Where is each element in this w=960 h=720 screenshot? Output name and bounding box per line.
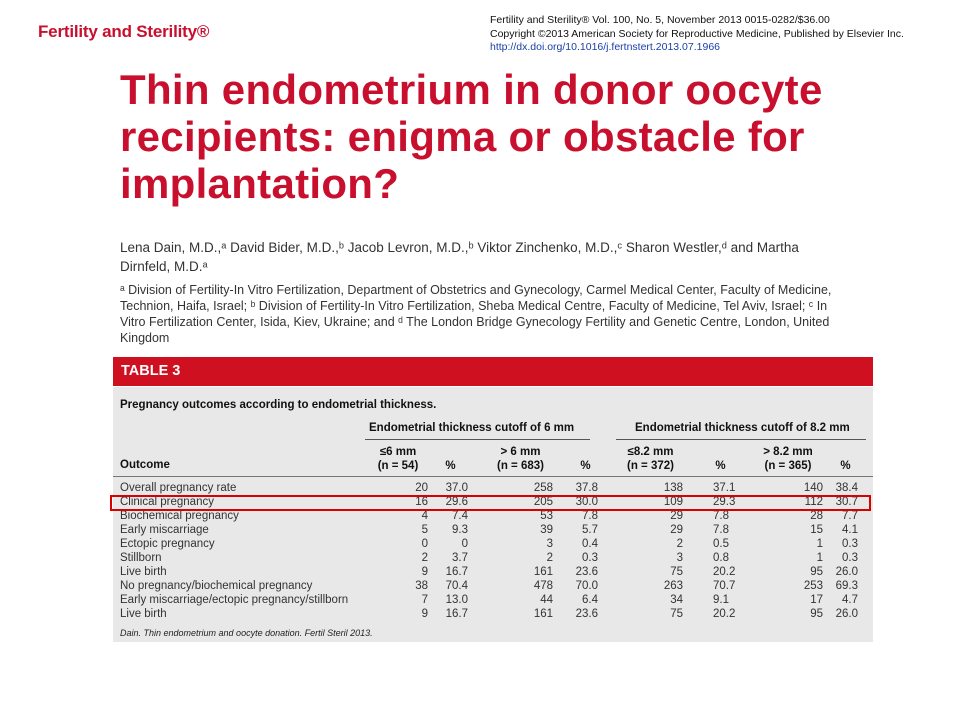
- cell-value: 16: [415, 496, 428, 508]
- cell-value: 95: [810, 608, 823, 620]
- cell-value: 38.4: [835, 482, 858, 494]
- header-rule: [113, 476, 873, 477]
- cell-value: 0.4: [582, 538, 598, 550]
- table-row: [113, 524, 873, 538]
- cell-value: 7.8: [713, 510, 729, 522]
- row-label: Early miscarriage: [120, 524, 209, 536]
- cell-value: 16.7: [445, 608, 468, 620]
- cell-value: 0: [461, 538, 468, 550]
- row-label: Overall pregnancy rate: [120, 482, 237, 494]
- author-list: Lena Dain, M.D.,ᵃ David Bider, M.D.,ᵇ Jacob Levron, M.D.,ᵇ Viktor Zinchenko, M.D.,ᶜ Sharon Westler,ᵈ and Martha Dirnfeld, M.D.ᵃ: [120, 240, 799, 274]
- cell-value: 23.6: [575, 608, 598, 620]
- column-header: [478, 445, 563, 473]
- cell-value: 161: [533, 566, 553, 578]
- cell-value: 26.0: [835, 608, 858, 620]
- column-header-line2: (n = 372): [627, 460, 674, 472]
- cell-value: 28: [810, 510, 823, 522]
- cell-value: 44: [540, 594, 553, 606]
- group-rule-6mm: [365, 439, 590, 440]
- cell-value: 205: [533, 496, 553, 508]
- cell-value: 17: [810, 594, 823, 606]
- cell-value: 29.3: [713, 496, 736, 508]
- cell-value: 5.7: [582, 524, 598, 536]
- table-row: [113, 580, 873, 594]
- column-header: [743, 445, 833, 473]
- cell-value: 20.2: [713, 608, 736, 620]
- cell-value: 0.8: [713, 552, 729, 564]
- table-row: [113, 566, 873, 580]
- affiliation-list: ᵃ Division of Fertility-In Vitro Fertilization, Department of Obstetrics and Gynecology, Carmel Medical Center, Faculty of Medicine, Technion, Haifa, Israel; ᵇ Division of Fertility-In Vitro Fertilization, Sheba Medical Centre, Faculty of Medicine, Tel Aviv, Israel; ᶜ In Vitro Fertilization Center, Isida, Kiev, Ukraine; and ᵈ The London Bridge Gynecology Fertility and Genetic Centre, London, United Kingdom: [120, 283, 832, 345]
- cell-value: 23.6: [575, 566, 598, 578]
- cell-value: 0.3: [842, 552, 858, 564]
- column-header-line1: ≤8.2 mm: [627, 446, 674, 458]
- cell-value: 161: [533, 608, 553, 620]
- cell-value: 140: [803, 482, 823, 494]
- cell-value: 1: [816, 538, 823, 550]
- cell-value: 4.1: [842, 524, 858, 536]
- cell-value: 37.1: [713, 482, 736, 494]
- table-row: [113, 538, 873, 552]
- row-label: Stillborn: [120, 552, 162, 564]
- row-label: Biochemical pregnancy: [120, 510, 239, 522]
- table-banner: [113, 357, 873, 386]
- cell-value: 69.3: [835, 580, 858, 592]
- cell-value: 7: [421, 594, 428, 606]
- cell-value: 9.1: [713, 594, 729, 606]
- cell-value: 3: [546, 538, 553, 550]
- cell-value: 2: [676, 538, 683, 550]
- column-header-line1: %: [580, 460, 591, 472]
- cell-value: 5: [421, 524, 428, 536]
- cell-value: 20.2: [713, 566, 736, 578]
- column-header-line1: > 6 mm: [500, 446, 541, 458]
- cell-value: 3.7: [452, 552, 468, 564]
- cell-value: 138: [663, 482, 683, 494]
- cell-value: 29: [670, 524, 683, 536]
- column-header-line2: (n = 365): [764, 460, 812, 472]
- cell-value: 7.7: [842, 510, 858, 522]
- cell-value: 4.7: [842, 594, 858, 606]
- column-header: [708, 459, 733, 473]
- row-label: Ectopic pregnancy: [120, 538, 215, 550]
- cell-value: 37.8: [575, 482, 598, 494]
- table-footnote: Dain. Thin endometrium and oocyte donation. Fertil Steril 2013.: [120, 628, 373, 638]
- row-label: No pregnancy/biochemical pregnancy: [120, 580, 313, 592]
- column-header: [428, 459, 473, 473]
- cell-value: 39: [540, 524, 553, 536]
- cell-value: 75: [670, 566, 683, 578]
- column-header-line2: (n = 54): [377, 460, 419, 472]
- cell-value: 0.3: [842, 538, 858, 550]
- cell-value: 2: [546, 552, 553, 564]
- cell-value: 37.0: [445, 482, 468, 494]
- cell-value: 53: [540, 510, 553, 522]
- cell-value: 1: [816, 552, 823, 564]
- column-header: [608, 445, 693, 473]
- cell-value: 7.8: [582, 510, 598, 522]
- cell-value: 70.0: [575, 580, 598, 592]
- row-label: Clinical pregnancy: [120, 496, 214, 508]
- cell-value: 7.4: [452, 510, 468, 522]
- cell-value: 253: [803, 580, 823, 592]
- cell-value: 70.7: [713, 580, 736, 592]
- outcome-header: Outcome: [120, 459, 170, 471]
- cell-value: 109: [663, 496, 683, 508]
- cell-value: 112: [804, 496, 823, 508]
- cell-value: 9.3: [452, 524, 468, 536]
- doi-link[interactable]: http://dx.doi.org/10.1016/j.fertnstert.2013.07.1966: [490, 41, 720, 53]
- group-header-8mm: Endometrial thickness cutoff of 8.2 mm: [635, 422, 850, 434]
- cell-value: 478: [533, 580, 553, 592]
- cell-value: 15: [810, 524, 823, 536]
- column-header-line1: %: [840, 460, 851, 472]
- cell-value: 9: [421, 608, 428, 620]
- citation-copyright: Copyright ©2013 American Society for Reproductive Medicine, Published by Elsevier Inc.: [490, 27, 904, 40]
- group-rule-8mm: [616, 439, 866, 440]
- cell-value: 258: [533, 482, 553, 494]
- cell-value: 20: [415, 482, 428, 494]
- table-row: [113, 510, 873, 524]
- row-label: Live birth: [120, 608, 167, 620]
- cell-value: 70.4: [445, 580, 468, 592]
- table-caption: Pregnancy outcomes according to endometrial thickness.: [120, 399, 437, 411]
- cell-value: 2: [421, 552, 428, 564]
- column-header-line1: %: [715, 460, 726, 472]
- cell-value: 6.4: [582, 594, 598, 606]
- cell-value: 26.0: [835, 566, 858, 578]
- cell-value: 13.0: [445, 594, 468, 606]
- cell-value: 34: [670, 594, 683, 606]
- cell-value: 30.7: [835, 496, 858, 508]
- journal-name: Fertility and Sterility®: [38, 22, 210, 41]
- column-header-line1: %: [445, 460, 456, 472]
- table-row: [113, 594, 873, 608]
- citation-volume: Fertility and Sterility® Vol. 100, No. 5, November 2013 0015-0282/$36.00: [490, 14, 830, 26]
- table-row: [113, 608, 873, 622]
- cell-value: 0.5: [713, 538, 729, 550]
- cell-value: 0.3: [582, 552, 598, 564]
- row-label: Live birth: [120, 566, 167, 578]
- cell-value: 7.8: [713, 524, 729, 536]
- table-row: [113, 482, 873, 496]
- column-header: [358, 445, 438, 473]
- cell-value: 0: [421, 538, 428, 550]
- article-title: Thin endometrium in donor oocyte recipients: enigma or obstacle for implantation?: [120, 66, 823, 207]
- row-label: Early miscarriage/ectopic pregnancy/stillborn: [120, 594, 349, 606]
- column-header-line1: ≤6 mm: [379, 446, 417, 458]
- cell-value: 29.6: [445, 496, 468, 508]
- column-header-line1: > 8.2 mm: [763, 446, 813, 458]
- group-header-6mm: Endometrial thickness cutoff of 6 mm: [369, 422, 575, 434]
- table-label: TABLE 3: [121, 363, 181, 379]
- cell-value: 38: [415, 580, 428, 592]
- cell-value: 4: [421, 510, 428, 522]
- cell-value: 30.0: [575, 496, 598, 508]
- column-header: [828, 459, 863, 473]
- highlight-box: [110, 495, 871, 511]
- cell-value: 29: [670, 510, 683, 522]
- table-row: [113, 552, 873, 566]
- cell-value: 9: [421, 566, 428, 578]
- cell-value: 3: [676, 552, 683, 564]
- cell-value: 75: [670, 608, 683, 620]
- cell-value: 16.7: [445, 566, 468, 578]
- table-box: [113, 387, 873, 642]
- cell-value: 263: [663, 580, 683, 592]
- citation-block: [490, 14, 904, 55]
- cell-value: 95: [810, 566, 823, 578]
- column-header: [568, 459, 603, 473]
- column-header-line2: (n = 683): [497, 460, 544, 472]
